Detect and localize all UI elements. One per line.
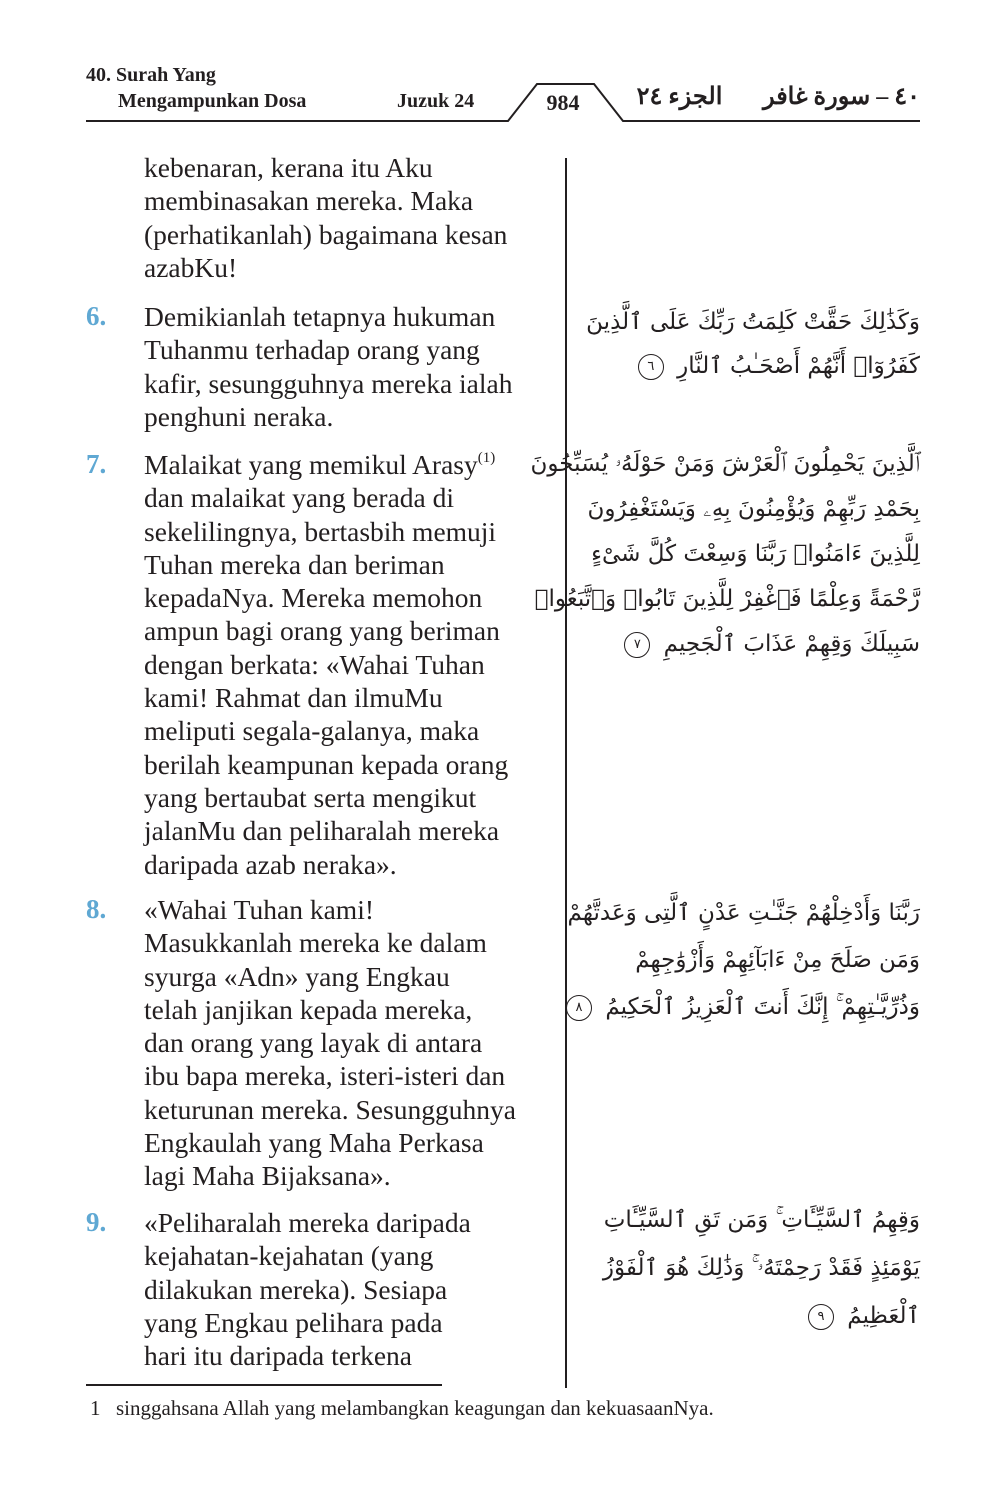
header-juzuk: Juzuk 24 xyxy=(397,90,475,112)
arabic-line: وَقِهِمُ ٱلسَّيِّـَٔاتِ ۚ وَمَن تَقِ ٱلسَّيِّـَٔاتِ xyxy=(603,1207,920,1233)
arabic-line: رَبَّنَا وَأَدْخِلْهُمْ جَنَّـٰتِ عَدْنٍ ٱلَّتِى وَعَدتَّهُمْ xyxy=(567,900,920,926)
verse-7-arabic xyxy=(530,442,920,667)
arabic-line xyxy=(585,344,920,388)
header-surah-title-line2: Mengampunkan Dosa xyxy=(118,90,307,112)
verse-text xyxy=(144,448,556,881)
verse-text-start: Malaikat yang memikul Arasy xyxy=(144,449,478,480)
verse-text: «Peliharalah mereka daripada kejahatan-kejahatan (yang dilakukan mereka). Sesiapa yang Engkau pelihara pada hari itu daripada terkena xyxy=(144,1207,471,1372)
continuation-text: kebenaran, kerana itu Aku membinasakan mereka. Maka (perhatikanlah) bagaimana kesan azabKu! xyxy=(144,152,508,283)
arabic-line: لِلَّذِينَ ءَامَنُوا۟ رَبَّنَا وَسِعْتَ كُلَّ شَىْءٍ xyxy=(591,541,920,567)
footnote-rule xyxy=(86,1384,442,1386)
ayah-end-marker-icon: ٦ xyxy=(638,354,664,380)
column-divider xyxy=(565,158,567,1388)
arabic-line: يَوْمَئِذٍ فَقَدْ رَحِمْتَهُۥ ۚ وَذَٰلِكَ هُوَ ٱلْفَوْزُ xyxy=(602,1255,920,1281)
arabic-line: وَمَن صَلَحَ مِنْ ءَابَآئِهِمْ وَأَزْوَٰجِهِمْ xyxy=(635,947,920,973)
footnote-text: singgahsana Allah yang melambangkan keagungan dan kekuasaanNya. xyxy=(116,1396,714,1420)
verse-7-translation xyxy=(86,448,556,881)
verse-text: «Wahai Tuhan kami! Masukkanlah mereka ke dalam syurga «Adn» yang Engkau telah janjikan kepada mereka, dan orang yang layak di antara ibu bapa mereka, isteri-isteri dan keturunan mereka. Sesungguhnya Engkaulah yang Maha Perkasa lagi Maha Bijaksana». xyxy=(144,894,516,1192)
running-header xyxy=(0,0,1000,125)
footnote-reference: (1) xyxy=(477,449,496,466)
arabic-line-text: كَفَرُوٓا۟ أَنَّهُمْ أَصْحَـٰبُ ٱلنَّارِ xyxy=(677,353,920,379)
arabic-line xyxy=(585,1292,920,1340)
verse-6-translation xyxy=(86,300,556,433)
arabic-line: وَكَذَٰلِكَ حَقَّتْ كَلِمَتُ رَبِّكَ عَلَى ٱلَّذِينَ xyxy=(586,309,920,335)
arabic-line-text: ٱلْعَظِيمُ xyxy=(847,1303,920,1329)
ayah-end-marker-icon: ٩ xyxy=(808,1304,834,1330)
verse-text-rest: dan malaikat yang berada di sekelilingnya, bertasbih memuji Tuhan mereka dan beriman kepadaNya. Mereka memohon ampun bagi orang yang beriman dengan berkata: «Wahai Tuhan kami! Rahmat dan ilmuMu meliputi segala-galanya, maka berilah keampunan kepada orang yang bertaubat serta mengikut jalanMu dan peliharalah mereka daripada azab neraka». xyxy=(144,482,509,880)
verse-number: 7. xyxy=(86,449,107,479)
arabic-line xyxy=(575,984,920,1031)
arabic-line xyxy=(585,622,920,667)
page-number: 984 xyxy=(546,90,580,115)
header-arabic-surah: ٤٠ – سورة غافر xyxy=(762,84,920,110)
continuation-paragraph xyxy=(86,151,556,284)
verse-9-translation xyxy=(86,1206,556,1372)
arabic-line-text: وَذُرِّيَّـٰتِهِمْ ۚ إِنَّكَ أَنتَ ٱلْعَزِيزُ ٱلْحَكِيمُ xyxy=(605,994,920,1020)
ayah-end-marker-icon: ٨ xyxy=(566,995,592,1021)
arabic-line: ٱلَّذِينَ يَحْمِلُونَ ٱلْعَرْشَ وَمَنْ حَوْلَهُۥ يُسَبِّحُونَ xyxy=(530,451,920,477)
header-arabic-juz: الجزء ٢٤ xyxy=(636,84,723,110)
ayah-end-marker-icon: ٧ xyxy=(624,632,650,658)
verse-8-arabic xyxy=(567,890,920,1031)
verse-8-translation xyxy=(86,893,556,1193)
header-rule-with-page-tab xyxy=(0,0,1000,125)
arabic-line: بِحَمْدِ رَبِّهِمْ وَيُؤْمِنُونَ بِهِۦ وَيَسْتَغْفِرُونَ xyxy=(587,496,920,522)
footnote-number: 1 xyxy=(90,1396,101,1420)
verse-6-arabic xyxy=(585,300,920,388)
verse-number: 9. xyxy=(86,1207,107,1237)
verse-9-arabic xyxy=(585,1196,920,1340)
verse-number: 8. xyxy=(86,894,107,924)
header-surah-title-line1: 40. Surah Yang xyxy=(86,64,216,86)
verse-text: Demikianlah tetapnya hukuman Tuhanmu terhadap orang yang kafir, sesungguhnya mereka ialah penghuni neraka. xyxy=(144,301,513,432)
arabic-line-text: سَبِيلَكَ وَقِهِمْ عَذَابَ ٱلْجَحِيمِ xyxy=(663,631,920,657)
arabic-line: رَّحْمَةً وَعِلْمًا فَٱغْفِرْ لِلَّذِينَ تَابُوا۟ وَٱتَّبَعُوا۟ xyxy=(534,586,920,612)
verse-number: 6. xyxy=(86,301,107,331)
